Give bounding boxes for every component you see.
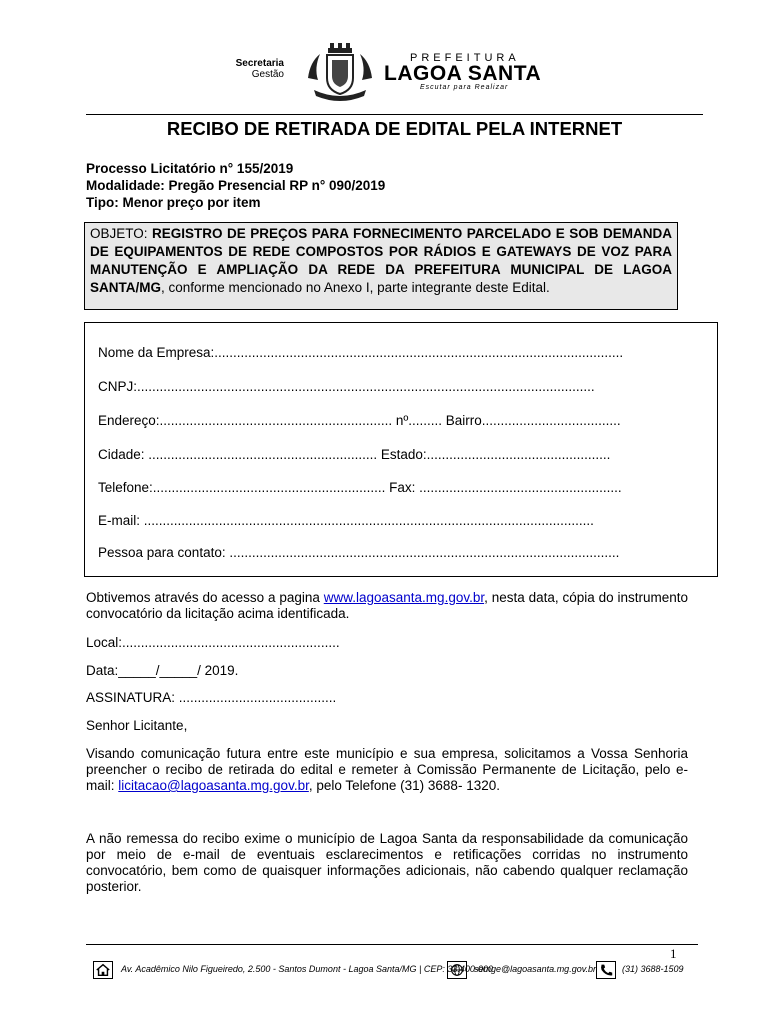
footer-email: semge@lagoasanta.mg.gov.br <box>474 964 597 974</box>
header-divider <box>86 114 703 115</box>
phone-icon <box>596 961 616 979</box>
objeto-box <box>84 222 678 310</box>
obtivemos-text: Obtivemos através do acesso a pagina <box>86 590 324 605</box>
objeto-bold-text: REGISTRO DE PREÇOS PARA FORNECIMENTO PARCELADO E SOB DEMANDA DE EQUIPAMENTOS DE REDE COMPOSTOS POR RÁDIOS E GATEWAYS DE VOZ PARA MANUTENÇÃO E AMPLIAÇÃO DA REDE DA PREFEITURA MUNICIPAL DE LAGOA SANTA/MG <box>90 226 672 295</box>
email-link[interactable]: licitacao@lagoasanta.mg.gov.br <box>118 778 309 793</box>
prefeitura-label: PREFEITURA <box>410 52 520 64</box>
gestao-text: Gestão <box>251 69 284 80</box>
objeto-label: OBJETO: <box>90 226 153 241</box>
objeto-rest-text: , conforme mencionado no Anexo I, parte integrante deste Edital. <box>161 280 550 295</box>
city-slogan: Escutar para Realizar <box>420 84 509 91</box>
footer-address: Av. Acadêmico Nilo Figueiredo, 2.500 - Santos Dumont - Lagoa Santa/MG | CEP: 33.400-000 <box>121 964 493 974</box>
local-line: Local:.......................................................... <box>86 635 340 650</box>
form-field-email[interactable]: E-mail: ........................................................................................................................ <box>98 513 594 528</box>
home-icon <box>93 961 113 979</box>
tipo-line: Tipo: Menor preço por item <box>86 195 261 210</box>
data-line: Data:_____/_____/ 2019. <box>86 663 239 678</box>
modalidade-line: Modalidade: Pregão Presencial RP n° 090/2019 <box>86 178 386 193</box>
form-field-contato[interactable]: Pessoa para contato: ........................................................................................................ <box>98 545 620 560</box>
obtivemos-paragraph <box>86 590 688 622</box>
secretaria-text: Secretaria <box>235 58 284 69</box>
processo-line: Processo Licitatório n° 155/2019 <box>86 161 294 176</box>
visando-paragraph <box>86 746 688 794</box>
obtivemos-text-after: , nesta data, cópia do instrumento convocatório da licitação acima identificada. <box>86 590 688 621</box>
secretaria-label <box>224 58 284 80</box>
document-title: RECIBO DE RETIRADA DE EDITAL PELA INTERNET <box>166 118 623 139</box>
form-field-cidade[interactable]: Cidade: ............................................................. Estado:................................................. <box>98 447 611 462</box>
footer-phone: (31) 3688-1509 <box>622 964 684 974</box>
website-link[interactable]: www.lagoasanta.mg.gov.br <box>323 590 485 605</box>
page-number: 1 <box>670 946 677 961</box>
form-field-endereco[interactable]: Endereço:.............................................................. nº......... Bairro..................................... <box>98 413 621 428</box>
form-field-empresa[interactable]: Nome da Empresa:............................................................................................................. <box>98 345 624 360</box>
visando-text-after: , pelo Telefone (31) 3688- 1320. <box>308 778 500 793</box>
globe-icon <box>447 961 467 979</box>
remessa-paragraph: A não remessa do recibo exime o município de Lagoa Santa da responsabilidade da comunicação por meio de e-mail de eventuais esclarecimentos e retificações corridas no instrumento convocatório, bem como de quaisquer informações adicionais, não cabendo qualquer reclamação posterior. <box>86 831 688 894</box>
footer-divider <box>86 944 698 945</box>
city-name: LAGOA SANTA <box>384 62 542 85</box>
visando-text: Visando comunicação futura entre este município e sua empresa, solicitamos a Vossa Senhoria preencher o recibo de retirada do edital e remeter à Comissão Permanente de Licitação, pelo e-mail: <box>86 746 688 793</box>
assinatura-line: ASSINATURA: .......................................... <box>86 690 337 705</box>
form-field-cnpj[interactable]: CNPJ:.......................................................................................................................... <box>98 379 595 394</box>
greeting: Senhor Licitante, <box>86 718 188 733</box>
city-crest-icon <box>300 40 380 102</box>
form-field-telefone[interactable]: Telefone:.............................................................. Fax: ...................................................... <box>98 480 622 495</box>
